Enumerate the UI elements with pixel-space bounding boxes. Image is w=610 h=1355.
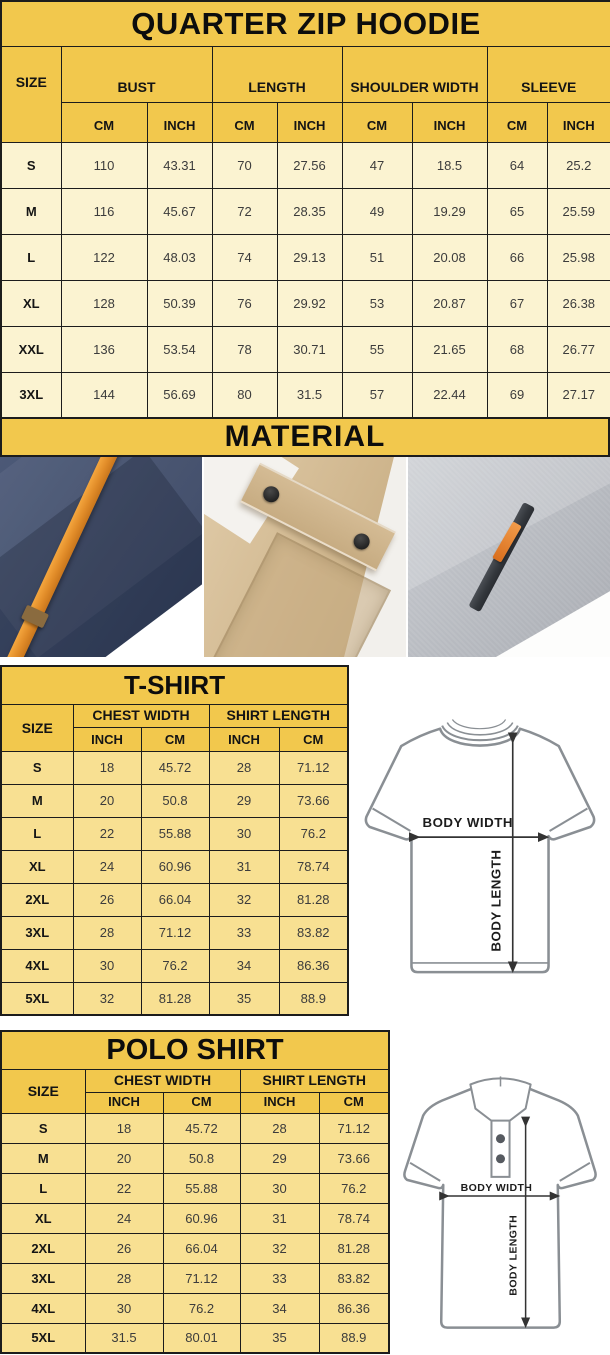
column-header-sleeve: SLEEVE [487,46,610,102]
table-row [1,326,610,372]
table-cell: 76.2 [141,949,209,982]
table-cell: 30 [240,1173,319,1203]
table-cell: 45.67 [147,188,212,234]
table-cell: 66.04 [163,1233,240,1263]
tshirt-title: T-SHIRT [1,666,348,704]
table-cell: 55 [342,326,412,372]
table-cell: 35 [240,1323,319,1353]
size-label: M [1,1143,85,1173]
material-photo-navy-drawcord [0,457,202,657]
table-cell: 28 [209,751,279,784]
table-cell: 50.39 [147,280,212,326]
table-cell: 20 [73,784,141,817]
column-header-shoulder-width: SHOULDER WIDTH [342,46,487,102]
table-cell: 76.2 [319,1173,389,1203]
column-header-chest-width: CHEST WIDTH [85,1069,240,1092]
polo-placket [491,1121,509,1177]
table-cell: 128 [61,280,147,326]
table-cell: 76 [212,280,277,326]
table-cell: 32 [73,982,141,1015]
column-header-shirt-length: SHIRT LENGTH [209,704,348,727]
material-photo-gray-zipper [408,457,610,657]
size-label: XL [1,280,61,326]
collar-rib-line [442,726,518,741]
unit-header-cm: CM [487,102,547,142]
unit-header-inch: INCH [73,727,141,751]
table-cell: 29 [240,1143,319,1173]
table-cell: 65 [487,188,547,234]
size-label: 5XL [1,1323,85,1353]
table-row [1,142,610,188]
table-cell: 51 [342,234,412,280]
polo-button [496,1154,505,1163]
table-row [1,1143,389,1173]
column-header-bust: BUST [61,46,212,102]
table-cell: 33 [209,916,279,949]
table-cell: 78.74 [319,1203,389,1233]
table-cell: 64 [487,142,547,188]
table-cell: 25.98 [547,234,610,280]
table-row [1,751,348,784]
table-cell: 60.96 [163,1203,240,1233]
table-cell: 28 [73,916,141,949]
table-row [1,1263,389,1293]
table-cell: 20.87 [412,280,487,326]
unit-header-inch: INCH [209,727,279,751]
unit-header-inch: INCH [240,1092,319,1113]
table-cell: 60.96 [141,850,209,883]
tshirt-section [0,665,610,1014]
table-cell: 28 [240,1113,319,1143]
table-row [1,916,348,949]
table-row [1,784,348,817]
table-row [1,1173,389,1203]
table-cell: 26.38 [547,280,610,326]
unit-header-inch: INCH [147,102,212,142]
size-label: M [1,784,73,817]
table-cell: 26.77 [547,326,610,372]
table-cell: 30 [209,817,279,850]
size-label: 3XL [1,916,73,949]
table-row [1,1203,389,1233]
polo-measurement-diagram [392,1058,608,1355]
table-cell: 73.66 [319,1143,389,1173]
table-row [1,372,610,418]
unit-header-cm: CM [342,102,412,142]
table-cell: 47 [342,142,412,188]
unit-header-inch: INCH [412,102,487,142]
table-cell: 69 [487,372,547,418]
hoodie-title: QUARTER ZIP HOODIE [1,1,610,46]
body-length-label: BODY LENGTH [488,849,504,952]
table-cell: 57 [342,372,412,418]
table-cell: 71.12 [141,916,209,949]
collar-rib-line [452,719,505,728]
material-photo-khaki-pocket [204,457,406,657]
table-cell: 55.88 [163,1173,240,1203]
unit-header-cm: CM [319,1092,389,1113]
table-cell: 30.71 [277,326,342,372]
table-cell: 136 [61,326,147,372]
table-cell: 71.12 [163,1263,240,1293]
table-cell: 18 [85,1113,163,1143]
table-cell: 88.9 [279,982,348,1015]
polo-outline-drawing [392,1058,608,1350]
size-label: 5XL [1,982,73,1015]
body-width-label: BODY WIDTH [460,1181,533,1194]
table-cell: 45.72 [141,751,209,784]
size-label: L [1,1173,85,1203]
table-cell: 72 [212,188,277,234]
table-cell: 49 [342,188,412,234]
table-cell: 68 [487,326,547,372]
column-header-size: SIZE [1,1069,85,1113]
table-cell: 71.12 [319,1113,389,1143]
table-cell: 25.2 [547,142,610,188]
table-row [1,982,348,1015]
body-width-label: BODY WIDTH [422,814,513,830]
table-cell: 73.66 [279,784,348,817]
table-row [1,817,348,850]
table-cell: 21.65 [412,326,487,372]
table-row [1,1113,389,1143]
table-cell: 26 [85,1233,163,1263]
table-cell: 71.12 [279,751,348,784]
size-label: M [1,188,61,234]
tshirt-outline-drawing [352,698,608,1010]
table-cell: 144 [61,372,147,418]
table-cell: 122 [61,234,147,280]
tshirt-body-outline [366,729,594,972]
table-cell: 81.28 [141,982,209,1015]
table-cell: 81.28 [319,1233,389,1263]
column-header-size: SIZE [1,704,73,751]
table-cell: 34 [209,949,279,982]
table-cell: 32 [209,883,279,916]
table-cell: 116 [61,188,147,234]
size-label: XL [1,1203,85,1233]
table-row [1,1323,389,1353]
table-cell: 20 [85,1143,163,1173]
table-cell: 27.17 [547,372,610,418]
table-cell: 29.92 [277,280,342,326]
tshirt-size-table [0,665,349,1016]
size-label: 3XL [1,372,61,418]
table-cell: 70 [212,142,277,188]
column-header-shirt-length: SHIRT LENGTH [240,1069,389,1092]
snap-button [260,484,282,506]
table-cell: 18 [73,751,141,784]
table-row [1,1293,389,1323]
unit-header-cm: CM [212,102,277,142]
unit-header-inch: INCH [85,1092,163,1113]
table-cell: 76.2 [163,1293,240,1323]
table-cell: 88.9 [319,1323,389,1353]
table-cell: 53 [342,280,412,326]
size-label: S [1,142,61,188]
material-photo-strip [0,457,610,657]
table-cell: 28 [85,1263,163,1293]
table-cell: 22.44 [412,372,487,418]
table-cell: 56.69 [147,372,212,418]
body-length-label: BODY LENGTH [507,1214,520,1296]
unit-header-inch: INCH [277,102,342,142]
table-cell: 81.28 [279,883,348,916]
table-cell: 32 [240,1233,319,1263]
table-cell: 29.13 [277,234,342,280]
table-row [1,188,610,234]
table-cell: 74 [212,234,277,280]
size-label: L [1,234,61,280]
table-cell: 83.82 [279,916,348,949]
table-cell: 34 [240,1293,319,1323]
table-row [1,883,348,916]
table-cell: 30 [73,949,141,982]
table-cell: 86.36 [319,1293,389,1323]
unit-header-cm: CM [61,102,147,142]
table-row [1,949,348,982]
table-cell: 33 [240,1263,319,1293]
size-label: 4XL [1,949,73,982]
table-cell: 45.72 [163,1113,240,1143]
size-label: S [1,1113,85,1143]
table-cell: 43.31 [147,142,212,188]
table-cell: 30 [85,1293,163,1323]
size-label: XXL [1,326,61,372]
table-cell: 55.88 [141,817,209,850]
table-cell: 31.5 [277,372,342,418]
table-cell: 31.5 [85,1323,163,1353]
size-label: 3XL [1,1263,85,1293]
table-cell: 110 [61,142,147,188]
photo-background-corner [464,556,610,657]
table-cell: 27.56 [277,142,342,188]
size-label: 2XL [1,883,73,916]
table-cell: 78.74 [279,850,348,883]
table-cell: 76.2 [279,817,348,850]
table-cell: 25.59 [547,188,610,234]
polo-button [496,1134,505,1143]
column-header-size: SIZE [1,46,61,142]
polo-title: POLO SHIRT [1,1031,389,1069]
table-cell: 78 [212,326,277,372]
size-label: 2XL [1,1233,85,1263]
table-cell: 83.82 [319,1263,389,1293]
table-row [1,850,348,883]
table-cell: 26 [73,883,141,916]
unit-header-cm: CM [141,727,209,751]
table-cell: 80 [212,372,277,418]
size-label: S [1,751,73,784]
table-cell: 28.35 [277,188,342,234]
table-cell: 31 [209,850,279,883]
table-cell: 35 [209,982,279,1015]
unit-header-inch: INCH [547,102,610,142]
table-cell: 50.8 [163,1143,240,1173]
table-cell: 66.04 [141,883,209,916]
table-cell: 31 [240,1203,319,1233]
table-cell: 50.8 [141,784,209,817]
snap-button [351,531,373,553]
size-label: L [1,817,73,850]
table-cell: 48.03 [147,234,212,280]
table-cell: 86.36 [279,949,348,982]
table-cell: 22 [73,817,141,850]
polo-section [0,1030,610,1352]
size-label: 4XL [1,1293,85,1323]
unit-header-cm: CM [163,1092,240,1113]
table-cell: 20.08 [412,234,487,280]
table-row [1,280,610,326]
material-title: MATERIAL [0,419,610,457]
polo-size-table [0,1030,390,1354]
table-cell: 80.01 [163,1323,240,1353]
hoodie-size-table [0,0,610,419]
table-cell: 19.29 [412,188,487,234]
table-row [1,234,610,280]
table-row [1,1233,389,1263]
table-cell: 24 [85,1203,163,1233]
tshirt-measurement-diagram [352,698,608,1015]
table-cell: 24 [73,850,141,883]
table-cell: 66 [487,234,547,280]
table-cell: 18.5 [412,142,487,188]
column-header-length: LENGTH [212,46,342,102]
table-cell: 53.54 [147,326,212,372]
unit-header-cm: CM [279,727,348,751]
table-cell: 29 [209,784,279,817]
size-label: XL [1,850,73,883]
table-cell: 22 [85,1173,163,1203]
column-header-chest-width: CHEST WIDTH [73,704,209,727]
table-cell: 67 [487,280,547,326]
